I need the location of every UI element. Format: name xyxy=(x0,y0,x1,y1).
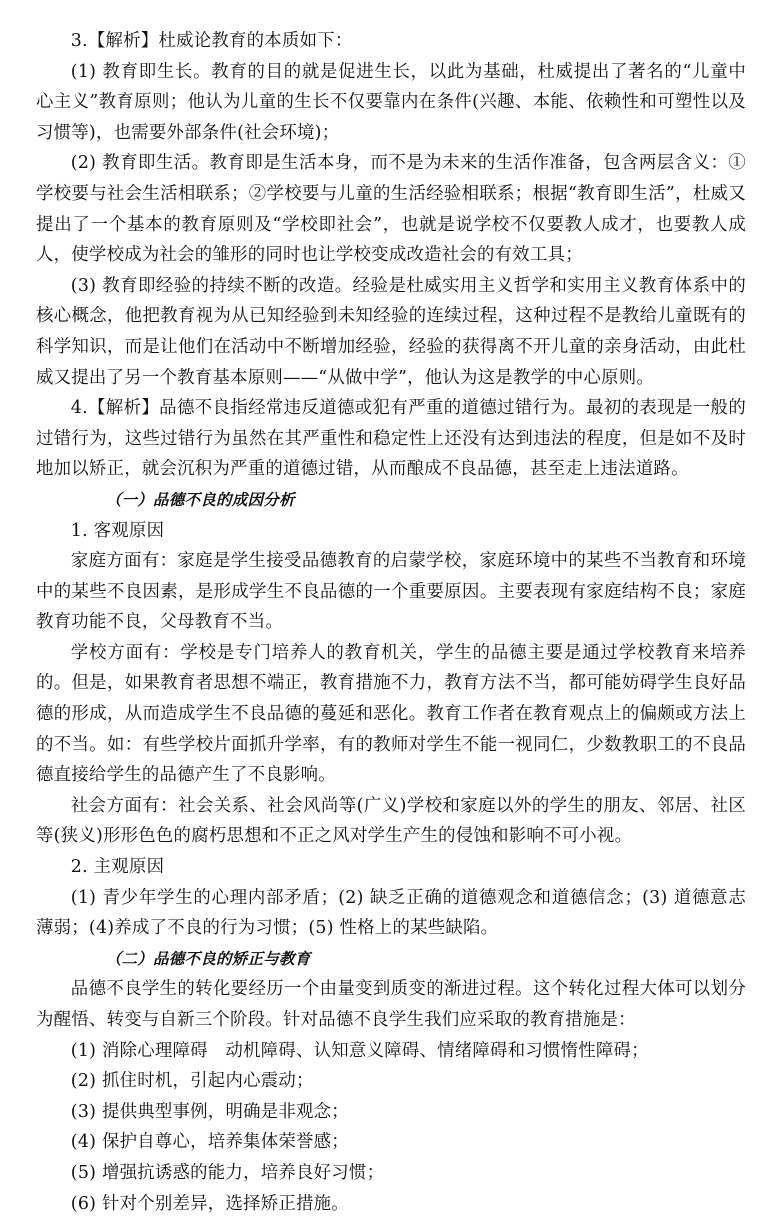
measure-2: (2) 抓住时机，引起内心震动； xyxy=(70,1071,314,1092)
measure-4: (4) 保护自尊心，培养集体荣誉感； xyxy=(70,1132,349,1153)
society-aspect: 社会方面有：社会关系、社会风尚等(广义)学校和家庭以外的学生的朋友、邻居、社区等(狭义)形形色色的腐朽思想和不正之风对学生产生的侵蚀和影响不可小视。 xyxy=(36,795,746,847)
subheading-objective-causes: 1. 客观原因 xyxy=(70,520,165,541)
section-heading-causes: （一）品德不良的成因分析 xyxy=(105,489,295,509)
measure-6: (6) 针对个别差异，选择矫正措施。 xyxy=(70,1193,349,1214)
answer-3-heading: 3.【解析】杜威论教育的本质如下： xyxy=(70,31,353,51)
correction-intro: 品德不良学生的转化要经历一个由量变到质变的渐进过程。这个转化过程大体可以划分为醒悟、转变与自新三个阶段。针对品德不良学生我们应采取的教育措施是： xyxy=(36,979,746,1030)
measure-1: (1) 消除心理障碍 动机障碍、认知意义障碍、情绪障碍和习惯惰性障碍； xyxy=(70,1040,649,1061)
dewey-point-1: (1) 教育即生长。教育的目的就是促进生长，以此为基础，杜威提出了著名的“儿童中心主义”教育原则；他认为儿童的生长不仅要靠内在条件(兴趣、本能、依赖性和可塑性以及习惯等)，也需要外部条件(社会环境)； xyxy=(36,61,746,143)
measure-5: (5) 增强抗诱惑的能力，培养良好习惯； xyxy=(70,1162,385,1183)
subheading-subjective-causes: 2. 主观原因 xyxy=(70,857,165,878)
family-aspect: 家庭方面有：家庭是学生接受品德教育的启蒙学校，家庭环境中的某些不当教育和环境中的某些不良因素，是形成学生不良品德的一个重要原因。主要表现有家庭结构不良；家庭教育功能不良，父母教育不当。 xyxy=(36,551,746,633)
dewey-point-3: (3) 教育即经验的持续不断的改造。经验是杜威实用主义哲学和实用主义教育体系中的核心概念，他把教育视为从已知经验到未知经验的连续过程，这种过程不是教给儿童既有的科学知识，而是让他们在活动中不断增加经验，经验的获得离不开儿童的亲身活动，由此杜威又提出了另一个教育基本原则——“从做中学”，他认为这是教学的中心原则。 xyxy=(36,275,746,388)
school-aspect: 学校方面有：学校是专门培养人的教育机关，学生的品德主要是通过学校教育来培养的。但是，如果教育者思想不端正，教育措施不力，教育方法不当，都可能妨碍学生良好品德的形成，从而造成学生不良品德的蔓延和恶化。教育工作者在教育观点上的偏颇或方法上的不当。如：有些学校片面抓升学率，有的教师对学生不能一视同仁，少数教职工的不良品德直接给学生的品德产生了不良影响。 xyxy=(36,642,746,786)
measure-3: (3) 提供典型事例，明确是非观念； xyxy=(70,1101,349,1122)
dewey-point-2: (2) 教育即生活。教育即是生活本身，而不是为未来的生活作准备，包含两层含义：①学校要与社会生活相联系；②学校要与儿童的生活经验相联系；根据“教育即生活”，杜威又提出了一个基本的教育原则及“学校即社会”，也就是说学校不仅要教人成才，也要教人成人，使学校成为社会的雏形的同时也让学校变成改造社会的有效工具； xyxy=(36,153,746,266)
subjective-causes-list: (1) 青少年学生的心理内部矛盾；(2) 缺乏正确的道德观念和道德信念；(3) 道德意志薄弱；(4)养成了不良的行为习惯；(5) 性格上的某些缺陷。 xyxy=(36,887,746,939)
answer-4-intro: 4.【解析】品德不良指经常违反道德或犯有严重的道德过错行为。最初的表现是一般的过错行为，这些过错行为虽然在其严重性和稳定性上还没有达到违法的程度，但是如不及时地加以矫正，就会沉积为严重的道德过错，从而酿成不良品德，甚至走上违法道路。 xyxy=(36,398,746,480)
section-heading-correction: （二）品德不良的矫正与教育 xyxy=(105,948,311,968)
